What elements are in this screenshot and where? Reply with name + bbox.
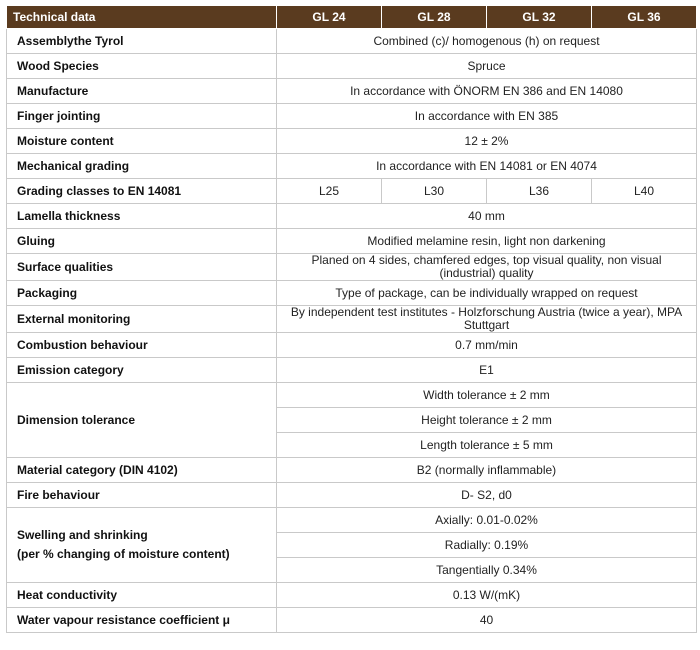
width-tolerance: Width tolerance ± 2 mm (277, 383, 697, 408)
row-label (7, 508, 277, 583)
row-value: 0.7 mm/min (277, 333, 697, 358)
header-grade-gl28: GL 28 (382, 6, 487, 29)
row-label: Moisture content (7, 129, 277, 154)
row-dimension-tolerance (7, 383, 697, 408)
row-grading-classes (7, 179, 697, 204)
grading-class-l36: L36 (487, 179, 592, 204)
swelling-radially: Radially: 0.19% (277, 533, 697, 558)
row-label: Dimension tolerance (7, 383, 277, 458)
row-label: Material category (DIN 4102) (7, 458, 277, 483)
row-packaging (7, 281, 697, 306)
row-heat-conductivity (7, 583, 697, 608)
row-value: Combined (c)/ homogenous (h) on request (277, 29, 697, 54)
length-tolerance: Length tolerance ± 5 mm (277, 433, 697, 458)
row-label: Mechanical grading (7, 154, 277, 179)
row-label: External monitoring (7, 306, 277, 333)
row-value: 12 ± 2% (277, 129, 697, 154)
swelling-label-line1: Swelling and shrinking (17, 528, 148, 542)
row-mechanical-grading (7, 154, 697, 179)
row-value: Modified melamine resin, light non darkening (277, 229, 697, 254)
row-label: Grading classes to EN 14081 (7, 179, 277, 204)
row-combustion-behaviour (7, 333, 697, 358)
header-title: Technical data (7, 6, 277, 29)
technical-data-table (6, 6, 697, 633)
row-label: Lamella thickness (7, 204, 277, 229)
row-value: B2 (normally inflammable) (277, 458, 697, 483)
header-grade-gl32: GL 32 (487, 6, 592, 29)
swelling-tangentially: Tangentially 0.34% (277, 558, 697, 583)
row-label: Fire behaviour (7, 483, 277, 508)
row-label: Wood Species (7, 54, 277, 79)
row-label: Assemblythe Tyrol (7, 29, 277, 54)
grading-class-l25: L25 (277, 179, 382, 204)
row-value: In accordance with ÖNORM EN 386 and EN 14080 (277, 79, 697, 104)
row-value: By independent test institutes - Holzforschung Austria (twice a year), MPA Stuttgart (277, 306, 697, 333)
row-surface-qualities (7, 254, 697, 281)
row-material-category (7, 458, 697, 483)
header-grade-gl24: GL 24 (277, 6, 382, 29)
header-grade-gl36: GL 36 (592, 6, 697, 29)
row-value: D- S2, d0 (277, 483, 697, 508)
row-value: 40 (277, 608, 697, 633)
row-label: Emission category (7, 358, 277, 383)
height-tolerance: Height tolerance ± 2 mm (277, 408, 697, 433)
row-moisture-content (7, 129, 697, 154)
row-finger-jointing (7, 104, 697, 129)
row-lamella-thickness (7, 204, 697, 229)
row-manufacture (7, 79, 697, 104)
row-value: E1 (277, 358, 697, 383)
row-value: 40 mm (277, 204, 697, 229)
row-gluing (7, 229, 697, 254)
row-value: Planed on 4 sides, chamfered edges, top visual quality, non visual (industrial) quality (277, 254, 697, 281)
table-header-row (7, 6, 697, 29)
row-value: In accordance with EN 385 (277, 104, 697, 129)
row-value: Type of package, can be individually wrapped on request (277, 281, 697, 306)
row-value: In accordance with EN 14081 or EN 4074 (277, 154, 697, 179)
row-label: Manufacture (7, 79, 277, 104)
row-water-vapour (7, 608, 697, 633)
swelling-axially: Axially: 0.01-0.02% (277, 508, 697, 533)
grading-class-l40: L40 (592, 179, 697, 204)
row-emission-category (7, 358, 697, 383)
row-wood-species (7, 54, 697, 79)
row-fire-behaviour (7, 483, 697, 508)
row-label: Heat conductivity (7, 583, 277, 608)
grading-class-l30: L30 (382, 179, 487, 204)
row-assembly (7, 29, 697, 54)
row-label: Finger jointing (7, 104, 277, 129)
row-external-monitoring (7, 306, 697, 333)
row-label: Gluing (7, 229, 277, 254)
row-swelling-shrinking (7, 508, 697, 533)
row-label: Water vapour resistance coefficient μ (7, 608, 277, 633)
row-label: Surface qualities (7, 254, 277, 281)
row-value: Spruce (277, 54, 697, 79)
row-label: Combustion behaviour (7, 333, 277, 358)
row-label: Packaging (7, 281, 277, 306)
row-value: 0.13 W/(mK) (277, 583, 697, 608)
swelling-label-line2: (per % changing of moisture content) (17, 547, 230, 561)
